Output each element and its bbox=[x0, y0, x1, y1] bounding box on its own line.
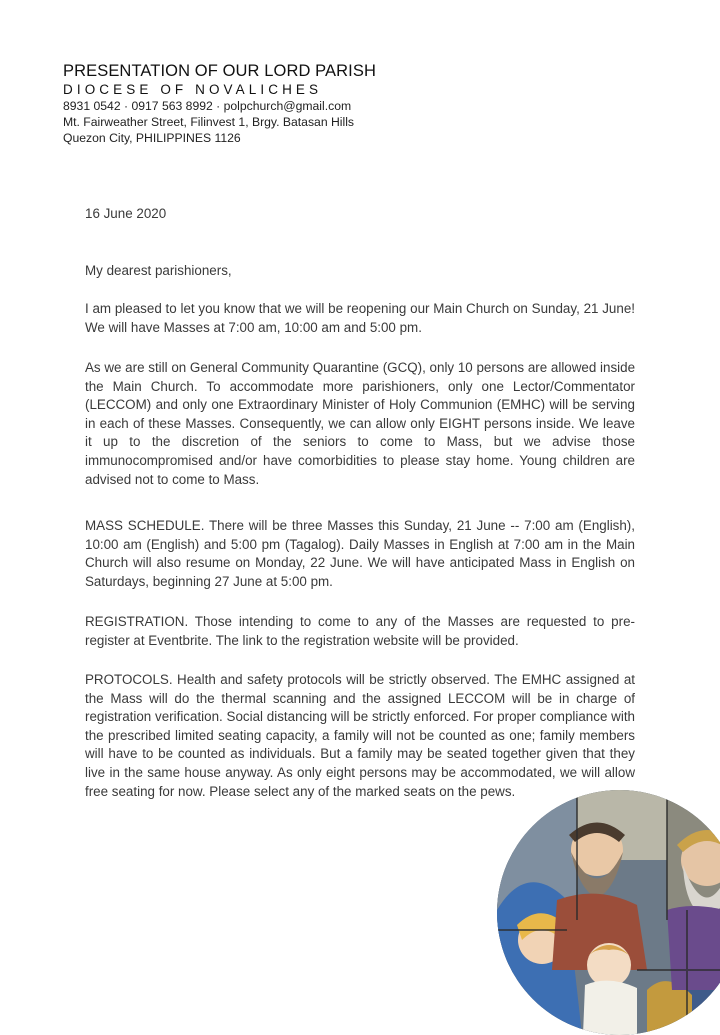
address-line-2: Quezon City, PHILIPPINES 1126 bbox=[63, 131, 241, 145]
letterhead bbox=[63, 62, 376, 146]
parish-name: PRESENTATION OF OUR LORD PARISH bbox=[63, 62, 376, 80]
paragraph-mass-schedule: MASS SCHEDULE. There will be three Masses this Sunday, 21 June -- 7:00 am (English), 10:00 am (English) and 5:00 pm (Tagalog). Daily Masses in English at 7:00 am in the Main Church will also resume on Monday, 22 June. We will have anticipated Mass in English on Saturdays, beginning 27 June at 5:00 pm. bbox=[85, 518, 635, 589]
stained-glass-holy-family-icon bbox=[497, 790, 720, 1035]
paragraph-protocols: PROTOCOLS. Health and safety protocols will be strictly observed. The EMHC assigned at the Mass will do the thermal scanning and the assigned LECCOM will be in charge of registration verification. Social distancing will be strictly enforced. For proper compliance with the prescribed limited seating capacity, a family will not be counted as one; family members will have to be counted as individuals. But a family may be seated together given that they live in the same house anyway. As only eight persons may be accommodated, we will allow free seating for now. Please select any of the marked seats on the pews. bbox=[85, 672, 635, 799]
paragraph-quarantine: As we are still on General Community Quarantine (GCQ), only 10 persons are allowed inside the Main Church. To accommodate more parishioners, only one Lector/Commentator (LECCOM) and only one Extraordinary Minister of Holy Communion (EMHC) will be serving in each of these Masses. Consequently, we can allow only EIGHT persons inside. We leave it up to the discretion of the seniors to come to Mass, but we advise those immunocompromised and/or have comorbidities to please stay home. Young children are advised not to come to Mass. bbox=[85, 360, 636, 487]
address-line-1: Mt. Fairweather Street, Filinvest 1, Brgy. Batasan Hills bbox=[63, 115, 355, 129]
contact-line: 8931 0542 · 0917 563 8992 · polpchurch@gmail.com bbox=[63, 99, 352, 113]
paragraph-registration: REGISTRATION. Those intending to come to any of the Masses are requested to pre-register at Eventbrite. The link to the registration website will be provided. bbox=[85, 614, 635, 648]
salutation: My dearest parishioners, bbox=[85, 263, 232, 278]
diocese-name: DIOCESE OF NOVALICHES bbox=[63, 82, 323, 97]
paragraph-reopening: I am pleased to let you know that we will be reopening our Main Church on Sunday, 21 June! We will have Masses at 7:00 am, 10:00 am and 5:00 pm. bbox=[85, 301, 635, 335]
letter-date: 16 June 2020 bbox=[85, 206, 167, 221]
